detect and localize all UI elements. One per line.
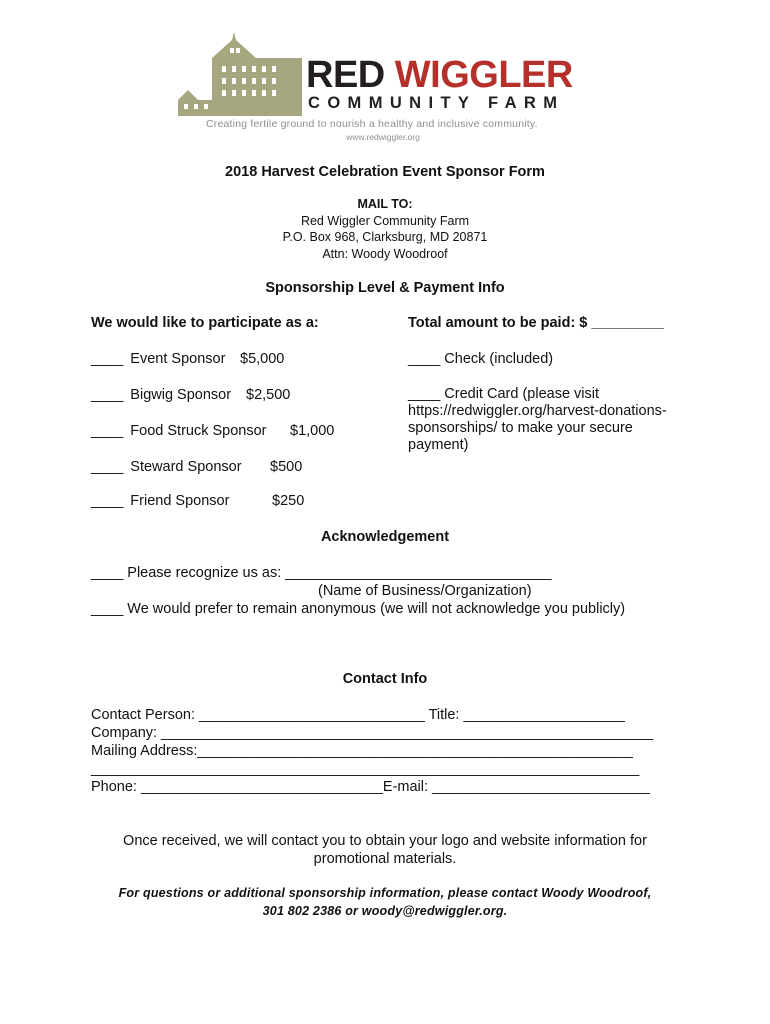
level-blank[interactable]: ____ — [91, 387, 124, 403]
logo-url: www.redwiggler.org — [346, 132, 420, 142]
contact-person-field[interactable]: Contact Person: ____________________________ Title: ____________________ — [91, 707, 625, 723]
card-line: payment) — [408, 437, 469, 453]
payment-card-option[interactable] — [408, 386, 667, 454]
closing-text — [0, 832, 770, 868]
mailing-address-field[interactable]: Mailing Address:______________________________________________________ — [91, 743, 633, 759]
barn-icon — [178, 28, 306, 118]
closing-line: Once received, we will contact you to obtain your logo and website information for — [123, 833, 647, 849]
card-line: sponsorships/ to make your secure — [408, 420, 633, 436]
mail-to-line: Red Wiggler Community Farm — [300, 213, 470, 228]
logo-tagline: Creating fertile ground to nourish a healthy and inclusive community. — [206, 118, 538, 130]
payment-check-option[interactable]: ____ Check (included) — [408, 351, 554, 367]
level-amount: $1,000 — [290, 423, 335, 439]
form-title: 2018 Harvest Celebration Event Sponsor Form — [225, 164, 545, 180]
level-amount: $2,500 — [246, 387, 291, 403]
phone-email-field[interactable]: Phone: ______________________________E-mail: ___________________________ — [91, 779, 650, 795]
participate-label: We would like to participate as a: — [91, 315, 319, 331]
logo-wordmark: RED WIGGLER — [306, 54, 573, 96]
footer-note — [0, 885, 770, 920]
sponsor-level-row[interactable] — [91, 350, 225, 368]
anonymous-option[interactable]: ____ We would prefer to remain anonymous (we will not acknowledge you publicly) — [91, 601, 626, 617]
mail-to-line: Attn: Woody Woodroof — [322, 246, 448, 261]
closing-line: promotional materials. — [313, 851, 457, 867]
footer-contact[interactable]: 301 802 2386 or woody@redwiggler.org. — [262, 903, 508, 918]
logo-subtitle: COMMUNITY FARM — [308, 94, 565, 112]
level-amount: $250 — [272, 493, 305, 509]
mail-to-block — [0, 196, 770, 262]
company-field[interactable]: Company: _____________________________________________________________ — [91, 725, 654, 741]
level-amount: $5,000 — [240, 351, 285, 367]
level-blank[interactable]: ____ — [91, 493, 124, 509]
recognize-field[interactable]: ____ Please recognize us as: _________________________________ — [91, 565, 552, 581]
footer-line: For questions or additional sponsorship information, please contact Woody Woodroof, — [118, 886, 652, 900]
mail-to-label: MAIL TO: — [357, 197, 413, 211]
acknowledgement-heading: Acknowledgement — [320, 529, 450, 545]
sponsor-level-row[interactable] — [91, 386, 231, 404]
sponsor-level-row[interactable] — [91, 492, 229, 510]
level-name: Event Sponsor — [130, 351, 226, 367]
mailing-address-continued[interactable]: ____________________________________________________________________ — [91, 761, 640, 777]
total-amount-field[interactable]: Total amount to be paid: $ _________ — [408, 315, 664, 331]
card-line: ____ Credit Card (please visit — [408, 386, 600, 402]
mail-to-line: P.O. Box 968, Clarksburg, MD 20871 — [282, 230, 488, 244]
recognize-hint: (Name of Business/Organization) — [318, 583, 532, 599]
level-name: Steward Sponsor — [130, 459, 242, 475]
level-name: Bigwig Sponsor — [130, 387, 232, 403]
level-blank[interactable]: ____ — [91, 459, 124, 475]
level-name: Friend Sponsor — [130, 493, 230, 509]
card-url[interactable]: https://redwiggler.org/harvest-donations- — [408, 403, 667, 419]
sponsor-level-row[interactable] — [91, 458, 242, 476]
level-amount: $500 — [270, 459, 303, 475]
sponsorship-heading: Sponsorship Level & Payment Info — [265, 280, 505, 296]
contact-heading: Contact Info — [342, 671, 428, 687]
level-blank[interactable]: ____ — [91, 423, 124, 439]
sponsor-level-row[interactable] — [91, 422, 267, 440]
level-name: Food Struck Sponsor — [130, 423, 267, 439]
farm-logo — [178, 28, 588, 148]
level-blank[interactable]: ____ — [91, 351, 124, 367]
